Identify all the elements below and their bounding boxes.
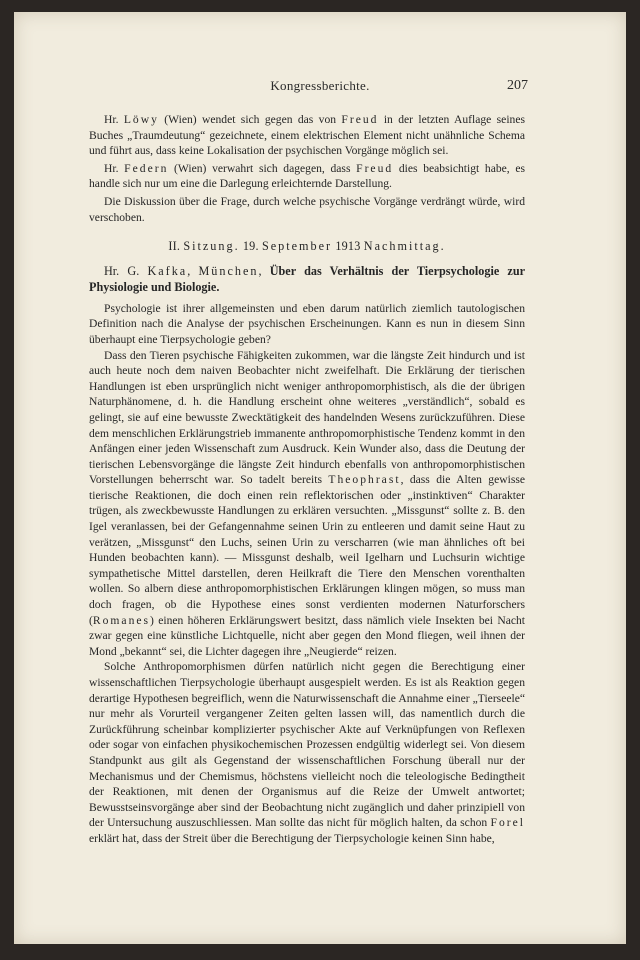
name-kafka: Kafka bbox=[147, 263, 188, 278]
paragraph-tierseele: Solche Anthropomorphismen dürfen natürlich nicht gegen die Berechtigung einer wissenschaftlichen Tierpsychologie überhaupt ausgespielt werden. Es ist als Reaktion gegen derartige Hypothesen begreiflich, wenn die Naturwissenschaft die Annahme einer „Tierseele“ nur mehr als Vorurteil vergangener Zeiten gelten lassen will, das namentlich durch die Zurückführung scheinbar komplizierter psychischer Akte auf Verknüpfungen von Reflexen oder sogar von einfachen physikochemischen Prozessen endgültig widerlegt sei. Von diesem Standpunkt aus gilt als Gegenstand der wissenschaftlichen Forschung überall nur der Mechanismus und der Chemismus, höchstens vielleicht noch die teleologische Bedingtheit der Reaktionen, mit denen der Organismus auf die Reize der Umwelt antwortet; Bewusstseinsvorgänge aber sind der Beobachtung nicht zugänglich und daher prinzipiell von der Untersuchung auszuschliessen. Man sollte das nicht für möglich halten, da schon Forel erklärt hat, dass der Streit über die Berechtigung der Tierpsychologie keinen Sinn habe, bbox=[89, 660, 525, 845]
lecture-heading: Hr. G. Kafka, München, Über das Verhältnis der Tierpsychologie zur Physiologie und Biologie. bbox=[89, 263, 526, 294]
name-federn: Federn bbox=[124, 161, 169, 175]
paragraph-anthropomorphismus: Dass den Tieren psychische Fähigkeiten zukommen, war die längste Zeit hindurch und ist auch heute noch dem naiven Beobachter nicht zweifelhaft. Die Erklärung der tierischen Handlungen ist eben ursprünglich nicht weniger anthropomorphistisch, als die der übrigen Naturphänomene, d. h. die Handlung erscheint ohne weiteres „verständlich“, sobald es gelingt, sie auf eine bewusste Zwecktätigkeit des handelnden Wesens zurückzuführen. Diese dem menschlichen Erklärungstrieb immanente anthropomorphistische Tendenz kommt in den Anfängen einer jeden Wissenschaft zum Ausdruck. Kein Wunder also, dass die Deutung der tierischen Lebensvorgänge die längste Zeit hindurch ebenfalls von anthropomorphistischen Vorstellungen beherrscht war. So tadelt bereits Theophrast, dass die Alten gewisse tierische Reaktionen, die doch einen rein reflektorischen oder „instinktiven“ Charakter trügen, als zweckbewusste Handlungen zu erklären versuchten. „Missgunst“ sollte z. B. den Igel veranlassen, bei der Gefangennahme seinen Urin zu entleeren und damit seine Haut zu verätzen, „Missgunst“ den Luchs, seinen Urin zu verscharren (wie man ähnliches oft bei Hunden beobachten kann). — Missgunst deshalb, weil Igelharn und Luchsurin wichtige sympathetische Mittel darstellen, deren Heilkraft die Tiere den Menschen vorenthalten wollen. So albern diese anthropomorphistischen Erklärungen klingen mögen, so muss man doch fragen, ob die Hypothese eines sonst verdienten modernen Naturforschers (Romanes) einen höheren Erklärungswert besitzt, dass nämlich viele Insekten bei Nacht zwar gegen eine künstliche Lichtquelle, nicht aber gegen den Mond fliegen, weil ihnen der Mond „bekannt“ sei, die Lichter dagegen ihre „Neugierde“ reizen. bbox=[89, 348, 526, 658]
place-muenchen: München bbox=[198, 263, 259, 278]
session-heading: II. Sitzung. 19. September 1913 Nachmittag. bbox=[168, 239, 446, 254]
paragraph-loewy: Hr. Löwy (Wien) wendet sich gegen das von Freud in der letzten Auflage seines Buches „Traumdeutung“ gezeichnete, einem elektrischen Element nicht unähnliche Schema und führt aus, dass keine Lokalisation der psychischen Vorgänge möglich sei. bbox=[89, 113, 525, 158]
name-romanes: Romanes bbox=[92, 613, 151, 627]
lecture-title: Über das Verhältnis der Tierpsychologie zur Physiologie und Biologie. bbox=[89, 263, 526, 294]
name-loewy: Löwy bbox=[123, 113, 159, 126]
name-freud: Freud bbox=[356, 161, 394, 175]
paragraph-psychologie: Psychologie ist ihrer allgemeinsten und eben darum natürlich ziemlich tautologischen Definition nach die Analyse der psychischen Erscheinungen. Kann es nun in diesem Sinn überhaupt eine Tierpsychologie geben? bbox=[89, 301, 525, 346]
page-body bbox=[89, 112, 525, 847]
name-forel: Forel bbox=[490, 816, 525, 830]
page-header bbox=[14, 78, 626, 98]
name-freud: Freud bbox=[341, 113, 379, 126]
page-number: 207 bbox=[507, 78, 528, 93]
paragraph-discussion: Die Diskussion über die Frage, durch welche psychische Vorgänge verdrängt würde, wird verschoben. bbox=[89, 194, 525, 224]
paragraph-federn: Hr. Federn (Wien) verwahrt sich dagegen, dass Freud dies beabsichtigt habe, es handle sich nur um eine die Darlegung erleichternde Darstellung. bbox=[89, 161, 526, 191]
running-title: Kongressberichte. bbox=[270, 78, 370, 93]
name-theophrast: Theophrast bbox=[328, 473, 401, 487]
book-page bbox=[14, 12, 626, 944]
